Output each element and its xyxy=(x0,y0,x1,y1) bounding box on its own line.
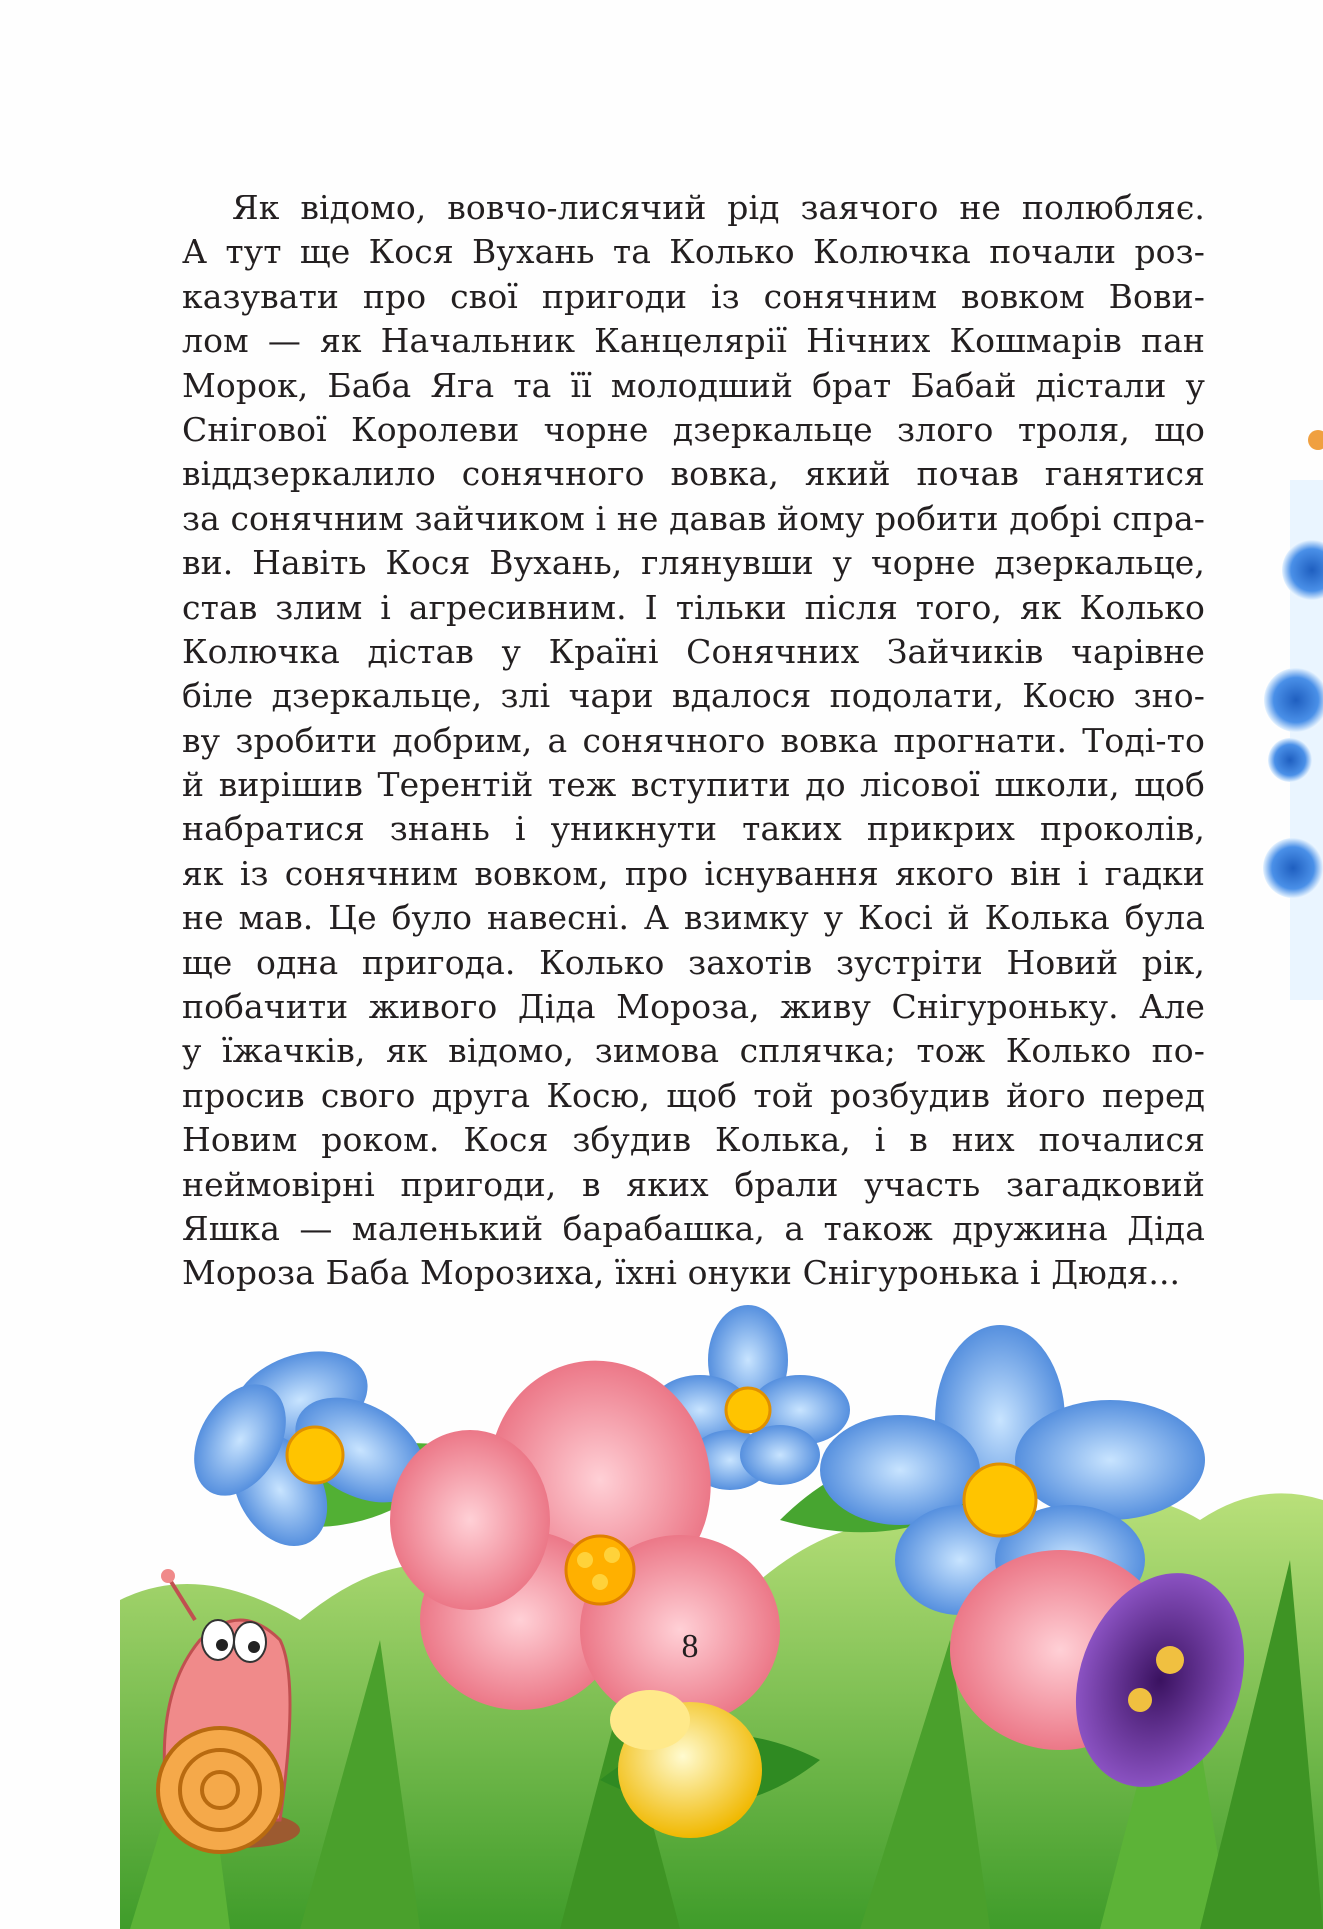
blue-dot xyxy=(1268,738,1312,782)
text-line: просив свого друга Косю, щоб той розбудив його перед xyxy=(182,1075,1205,1115)
text-line: набратися знань і уникнути таких прикрих проколів, xyxy=(182,809,1205,849)
text-line: не мав. Це було навесні. А взимку у Косі й Колька була xyxy=(182,898,1205,938)
text-line: віддзеркалило сонячного вовка, який почав ганятися xyxy=(182,454,1205,494)
text-line: Мороза Баба Морозиха, їхні онуки Снігуронька і Дюдя... xyxy=(182,1253,1181,1293)
blue-dot xyxy=(1282,540,1323,600)
text-line: Як відомо, вовчо-лисячий рід заячого не полюбляє. xyxy=(232,188,1205,227)
text-line: Колючка дістав у Країні Сонячних Зайчиків чарівне xyxy=(182,631,1205,671)
text-line: Новим роком. Кося збудив Колька, і в них почалися xyxy=(182,1120,1205,1160)
blue-dot xyxy=(1263,838,1323,898)
text-line: за сонячним зайчиком і не давав йому робити добрі спра- xyxy=(182,498,1205,538)
text-line: ву зробити добрим, а сонячного вовка прогнати. Тоді-то xyxy=(182,720,1205,760)
text-line: як із сонячним вовком, про існування якого він і гадки xyxy=(182,853,1205,893)
blue-dot xyxy=(1264,668,1323,732)
text-line: побачити живого Діда Мороза, живу Снігуроньку. Але xyxy=(182,987,1205,1027)
text-line: став злим і агресивним. І тільки після того, як Колько xyxy=(182,587,1205,627)
text-line: Морок, Баба Яга та її молодший брат Бабай дістали у xyxy=(182,365,1205,405)
page-number: 8 xyxy=(681,1628,699,1665)
text-line: лом — як Начальник Канцелярії Нічних Кошмарів пан xyxy=(182,321,1205,361)
text-line: ви. Навіть Кося Вухань, глянувши у чорне дзеркальце, xyxy=(182,543,1205,583)
text-line: неймовірні пригоди, в яких брали участь загадковий xyxy=(182,1164,1205,1204)
text-line: у їжачків, як відомо, зимова сплячка; тож Колько по- xyxy=(182,1031,1205,1071)
text-line: казувати про свої пригоди із сонячним вовком Вови- xyxy=(182,276,1205,316)
text-line: Яшка — маленький барабашка, а також дружина Діда xyxy=(182,1208,1205,1248)
right-edge-decoration xyxy=(1263,430,1323,1000)
text-line: А тут ще Кося Вухань та Колько Колючка почали роз- xyxy=(182,232,1205,272)
story-text xyxy=(182,186,1205,1296)
text-line: ще одна пригода. Колько захотів зустріти Новий рік, xyxy=(182,942,1205,982)
text-line: Снігової Королеви чорне дзеркальце злого троля, що xyxy=(182,409,1205,449)
text-line: біле дзеркальце, злі чари вдалося подолати, Косю зно- xyxy=(182,676,1205,716)
orange-dot xyxy=(1308,430,1323,450)
text-line: й вирішив Терентій теж вступити до лісової школи, щоб xyxy=(182,765,1205,805)
